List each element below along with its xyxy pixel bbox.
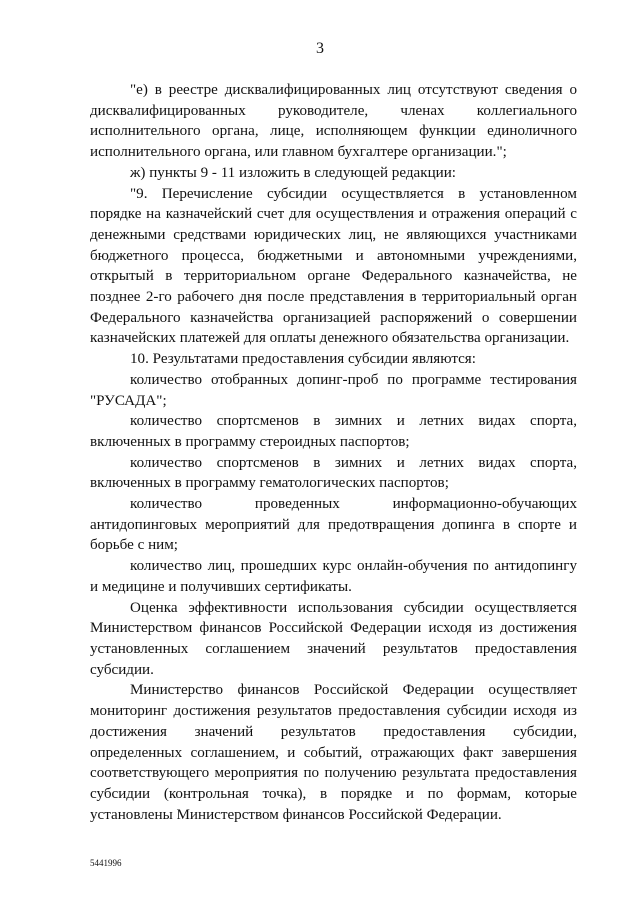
paragraph-efficiency-assessment: Оценка эффективности использования субсидии осуществляется Министерством финансов Российской Федерации исходя из достижения установленных соглашением значений результатов предоставления субсидии. xyxy=(90,599,577,678)
paragraph-result-steroid-passports: количество спортсменов в зимних и летних видах спорта, включенных в программу стероидных паспортов; xyxy=(90,413,577,450)
page-number: 3 xyxy=(316,40,324,57)
paragraph-result-online-training: количество лиц, прошедших курс онлайн-обучения по антидопингу и медицине и получивших сертификаты. xyxy=(90,558,577,595)
document-code: 5441996 xyxy=(90,858,122,868)
paragraph-zh-clause: ж) пункты 9 - 11 изложить в следующей редакции: xyxy=(130,164,456,181)
paragraph-monitoring: Министерство финансов Российской Федерации осуществляет мониторинг достижения результатов предоставления субсидии исходя из достижения значений результатов предоставления субсидии, определенных соглашением, и событий, отражающих факт завершения соответствующего мероприятия по получению результата предоставления субсидии (контрольная точка), в порядке и по формам, которые установлены Министерством финансов Российской Федерации. xyxy=(90,682,577,823)
document-body xyxy=(90,80,577,825)
paragraph-result-doping-samples: количество отобранных допинг-проб по программе тестирования "РУСАДА"; xyxy=(90,371,577,409)
paragraph-item-9: "9. Перечисление субсидии осуществляется в установленном порядке на казначейский счет для осуществления и отражения операций с денежными средствами юридических лиц, не являющихся участниками бюджетного процесса, бюджетными и автономными учреждениями, открытый в территориальном органе Федерального казначейства, не позднее 2-го рабочего дня после представления в территориальный орган Федерального казначейства организацией распоряжений о совершении казначейских платежей для оплаты денежного обязательства организации. xyxy=(90,185,577,347)
paragraph-item-10: 10. Результатами предоставления субсидии являются: xyxy=(130,351,476,368)
paragraph-result-events: количество проведенных информационно-обучающих антидопинговых мероприятий для предотвращения допинга в спорте и борьбе с ним; xyxy=(90,496,577,554)
paragraph-result-hematological-passports: количество спортсменов в зимних и летних видах спорта, включенных в программу гематологических паспортов; xyxy=(90,454,577,492)
paragraph-e-clause: "е) в реестре дисквалифицированных лиц отсутствуют сведения о дисквалифицированных руководителе, членах коллегиального исполнительного органа, лице, исполняющем функции единоличного исполнительного органа, или главном бухгалтере организации."; xyxy=(90,82,577,161)
